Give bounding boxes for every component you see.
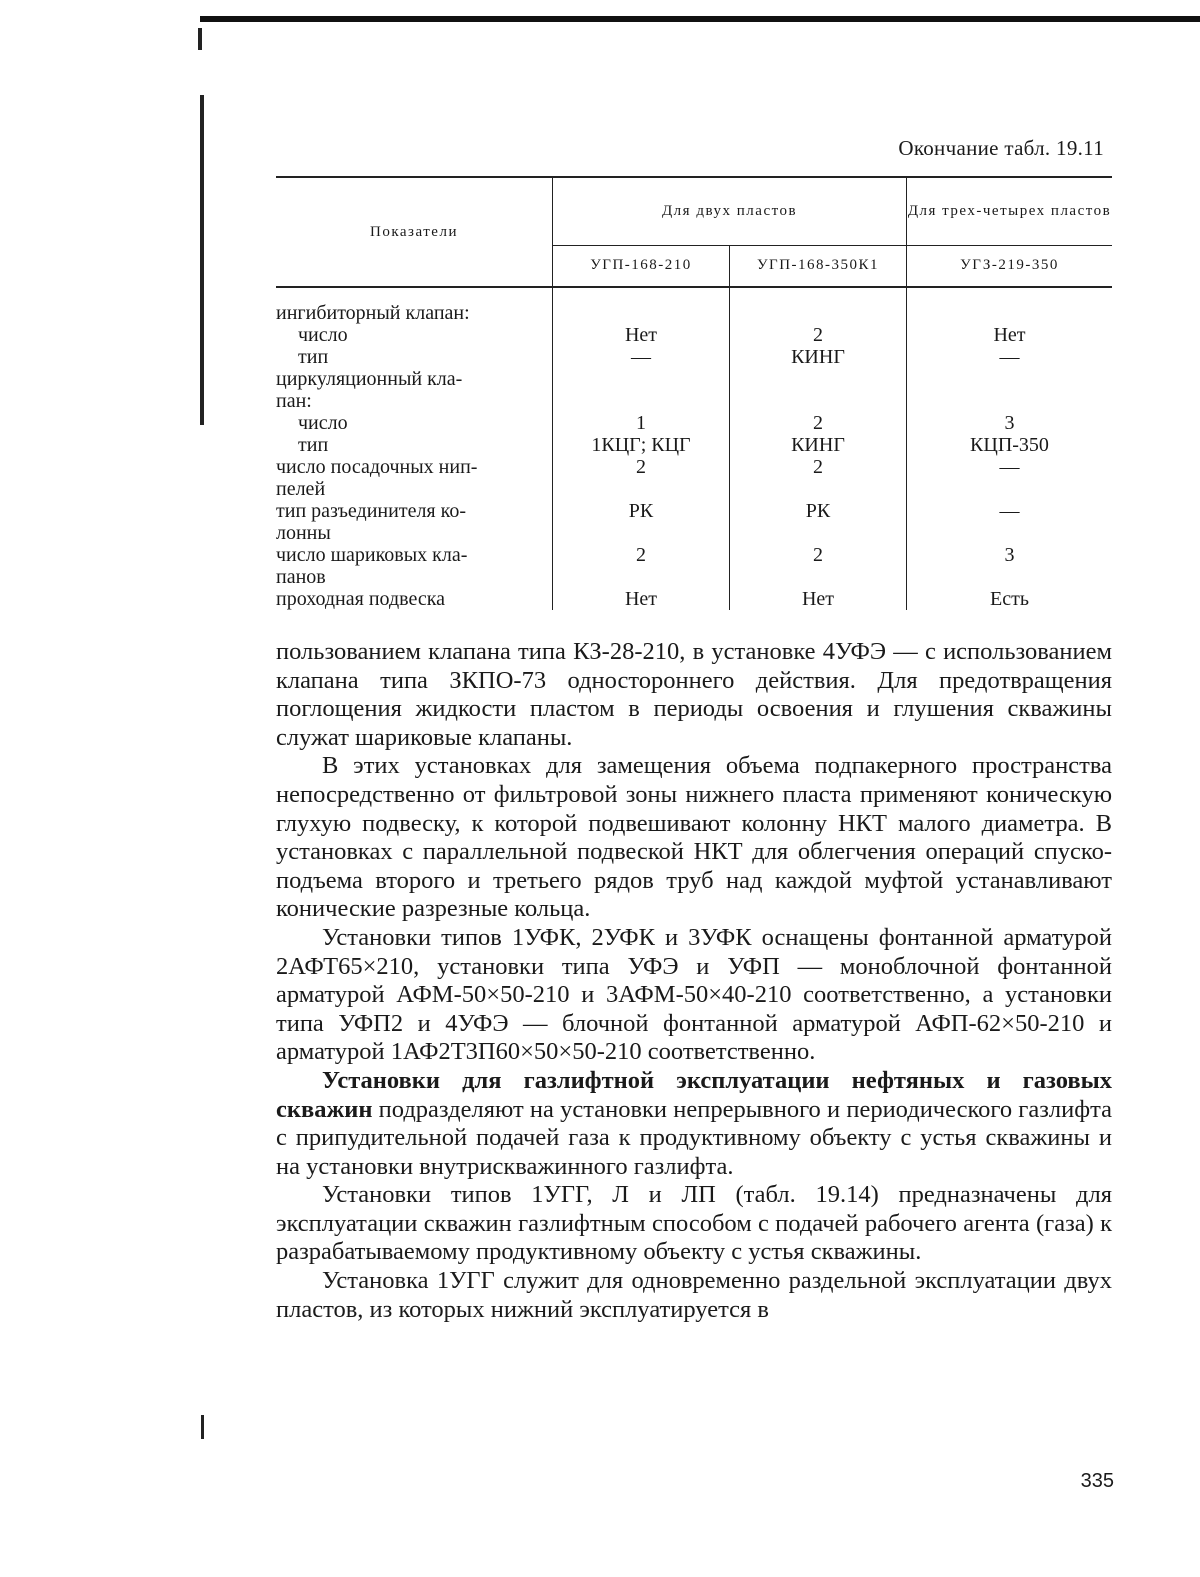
cell-value: 2: [813, 324, 823, 346]
cell-value: [730, 522, 906, 544]
cell-value: [907, 522, 1112, 544]
header-model-3: УГЗ-219-350: [907, 245, 1113, 287]
cell-value: 2: [813, 544, 823, 566]
spec-table: [276, 176, 1112, 610]
cell-value: Есть: [990, 588, 1029, 610]
cell-value: Нет: [993, 324, 1026, 346]
cell-value: [730, 368, 906, 390]
paragraph-text: Установки типов 1УФК, 2УФК и 3УФК оснащены фонтанной арматурой 2АФТ65×210, установки типа УФЭ и УФП — моноблочной фонтанной арматурой АФМ-50×50-210 и 3АФМ-50×40-210 соответственно, а установки типа УФП2 и 4УФЭ — блочной фонтанной арматурой АФП-62×50-210 и арматурой 1АФ2Т3П60×50×50-210 соответственно.: [276, 923, 1112, 1066]
row-label: тип: [298, 434, 329, 456]
cell-value: КИНГ: [791, 434, 845, 456]
row-labels-column: [276, 302, 553, 610]
header-model-2: УГП-168-350К1: [730, 245, 907, 287]
cell-value: [907, 302, 1112, 324]
left-border-line: [200, 95, 204, 425]
row-label: пан:: [276, 390, 312, 412]
paragraph: [276, 1267, 1112, 1324]
cell-value: [553, 566, 729, 588]
top-border-line: [200, 16, 1200, 22]
row-label: тип разъединителя ко-: [276, 500, 466, 522]
row-label: число: [298, 412, 348, 434]
cell-value: КИНГ: [791, 346, 845, 368]
cell-value: [730, 390, 906, 412]
paragraph-text: подразделяют на установки непрерывного и периодического газлифта с припудительной подачей газа к продуктивному объекту с устья скважины и на установки внутрискважинного газлифта.: [276, 1095, 1112, 1180]
cell-value: [553, 368, 729, 390]
cell-value: [730, 478, 906, 500]
table-caption: Окончание табл. 19.11: [898, 136, 1104, 160]
header-model-1: УГП-168-210: [553, 245, 730, 287]
bold-lead: Установки для газлифтной эксплуатации нефтяных и газовых скважин: [276, 1066, 1112, 1123]
paragraph-text: Установки типов 1УГГ, Л и ЛП (табл. 19.14) предназначены для эксплуатации скважин газлифтным способом с подачей рабочего агента (газа) к разрабатываемому продуктивному объекту с устья скважины.: [276, 1181, 1112, 1266]
cell-value: [553, 522, 729, 544]
cell-value: —: [999, 456, 1020, 478]
values-column-3: [907, 302, 1113, 610]
cell-value: [553, 302, 729, 324]
paragraph: [276, 752, 1112, 924]
row-label: лонны: [276, 522, 331, 544]
header-two-layers: Для двух пластов: [553, 177, 907, 245]
cell-value: [907, 478, 1112, 500]
cell-value: [730, 302, 906, 324]
row-label: панов: [276, 566, 326, 588]
cell-value: 2: [813, 412, 823, 434]
cell-value: —: [999, 500, 1020, 522]
cell-value: [907, 566, 1112, 588]
cell-value: [553, 478, 729, 500]
values-column-1: [553, 302, 730, 610]
cell-value: 2: [636, 456, 646, 478]
body-text: [276, 638, 1112, 1324]
paragraph: [276, 924, 1112, 1067]
cell-value: КЦП-350: [970, 434, 1049, 456]
cell-value: —: [999, 346, 1020, 368]
cell-value: РК: [628, 500, 654, 522]
row-label: циркуляционный кла-: [276, 368, 463, 390]
row-label: проходная подвеска: [276, 588, 445, 610]
cell-value: 2: [636, 544, 646, 566]
paragraph-text: пользованием клапана типа КЗ-28-210, в установке 4УФЭ — с использованием клапана типа ЗКПО-73 одностороннего действия. Для предотвращения поглощения жидкости пластом в периоды освоения и глушения скважины служат шариковые клапаны.: [276, 638, 1112, 751]
paragraph: [276, 1067, 1112, 1181]
cell-value: РК: [805, 500, 831, 522]
paragraph: [276, 638, 1112, 752]
cell-value: Нет: [624, 588, 658, 610]
paragraph-text: Установка 1УГГ служит для одновременно раздельной эксплуатации двух пластов, из которых нижний эксплуатируется в: [276, 1267, 1112, 1323]
cell-value: Нет: [801, 588, 835, 610]
cell-value: —: [631, 346, 651, 368]
row-label: число шариковых кла-: [276, 544, 468, 566]
row-label: тип: [298, 346, 329, 368]
row-label: число посадочных нип-: [276, 456, 478, 478]
cell-value: 2: [813, 456, 823, 478]
row-label: пелей: [276, 478, 326, 500]
cell-value: Нет: [624, 324, 658, 346]
paragraph: [276, 1181, 1112, 1267]
cell-value: 1: [636, 412, 646, 434]
left-margin-mark-bottom: [201, 1415, 204, 1439]
cell-value: 3: [1004, 544, 1015, 566]
page-number: 335: [1080, 1470, 1114, 1492]
values-column-2: [730, 302, 907, 610]
cell-value: [907, 368, 1112, 390]
cell-value: 1КЦГ; КЦГ: [591, 434, 691, 456]
row-label: число: [298, 324, 348, 346]
row-label: ингибиторный клапан:: [276, 302, 470, 324]
cell-value: [553, 390, 729, 412]
left-margin-mark: [198, 28, 202, 50]
cell-value: [730, 566, 906, 588]
paragraph-text: В этих установках для замещения объема подпакерного пространства непосредственно от фильтровой зоны нижнего пласта применяют коническую глухую подвеску, к которой подвешивают колонну НКТ малого диаметра. В установках с параллельной подвеской НКТ для облегчения операций спуско-подъема второго и третьего рядов труб над каждой муфтой устанавливают конические разрезные кольца.: [276, 752, 1112, 923]
cell-value: [907, 390, 1112, 412]
cell-value: 3: [1004, 412, 1015, 434]
header-indicators: Показатели: [276, 177, 553, 287]
header-three-four-layers: Для трех-четырех пластов: [907, 177, 1113, 245]
